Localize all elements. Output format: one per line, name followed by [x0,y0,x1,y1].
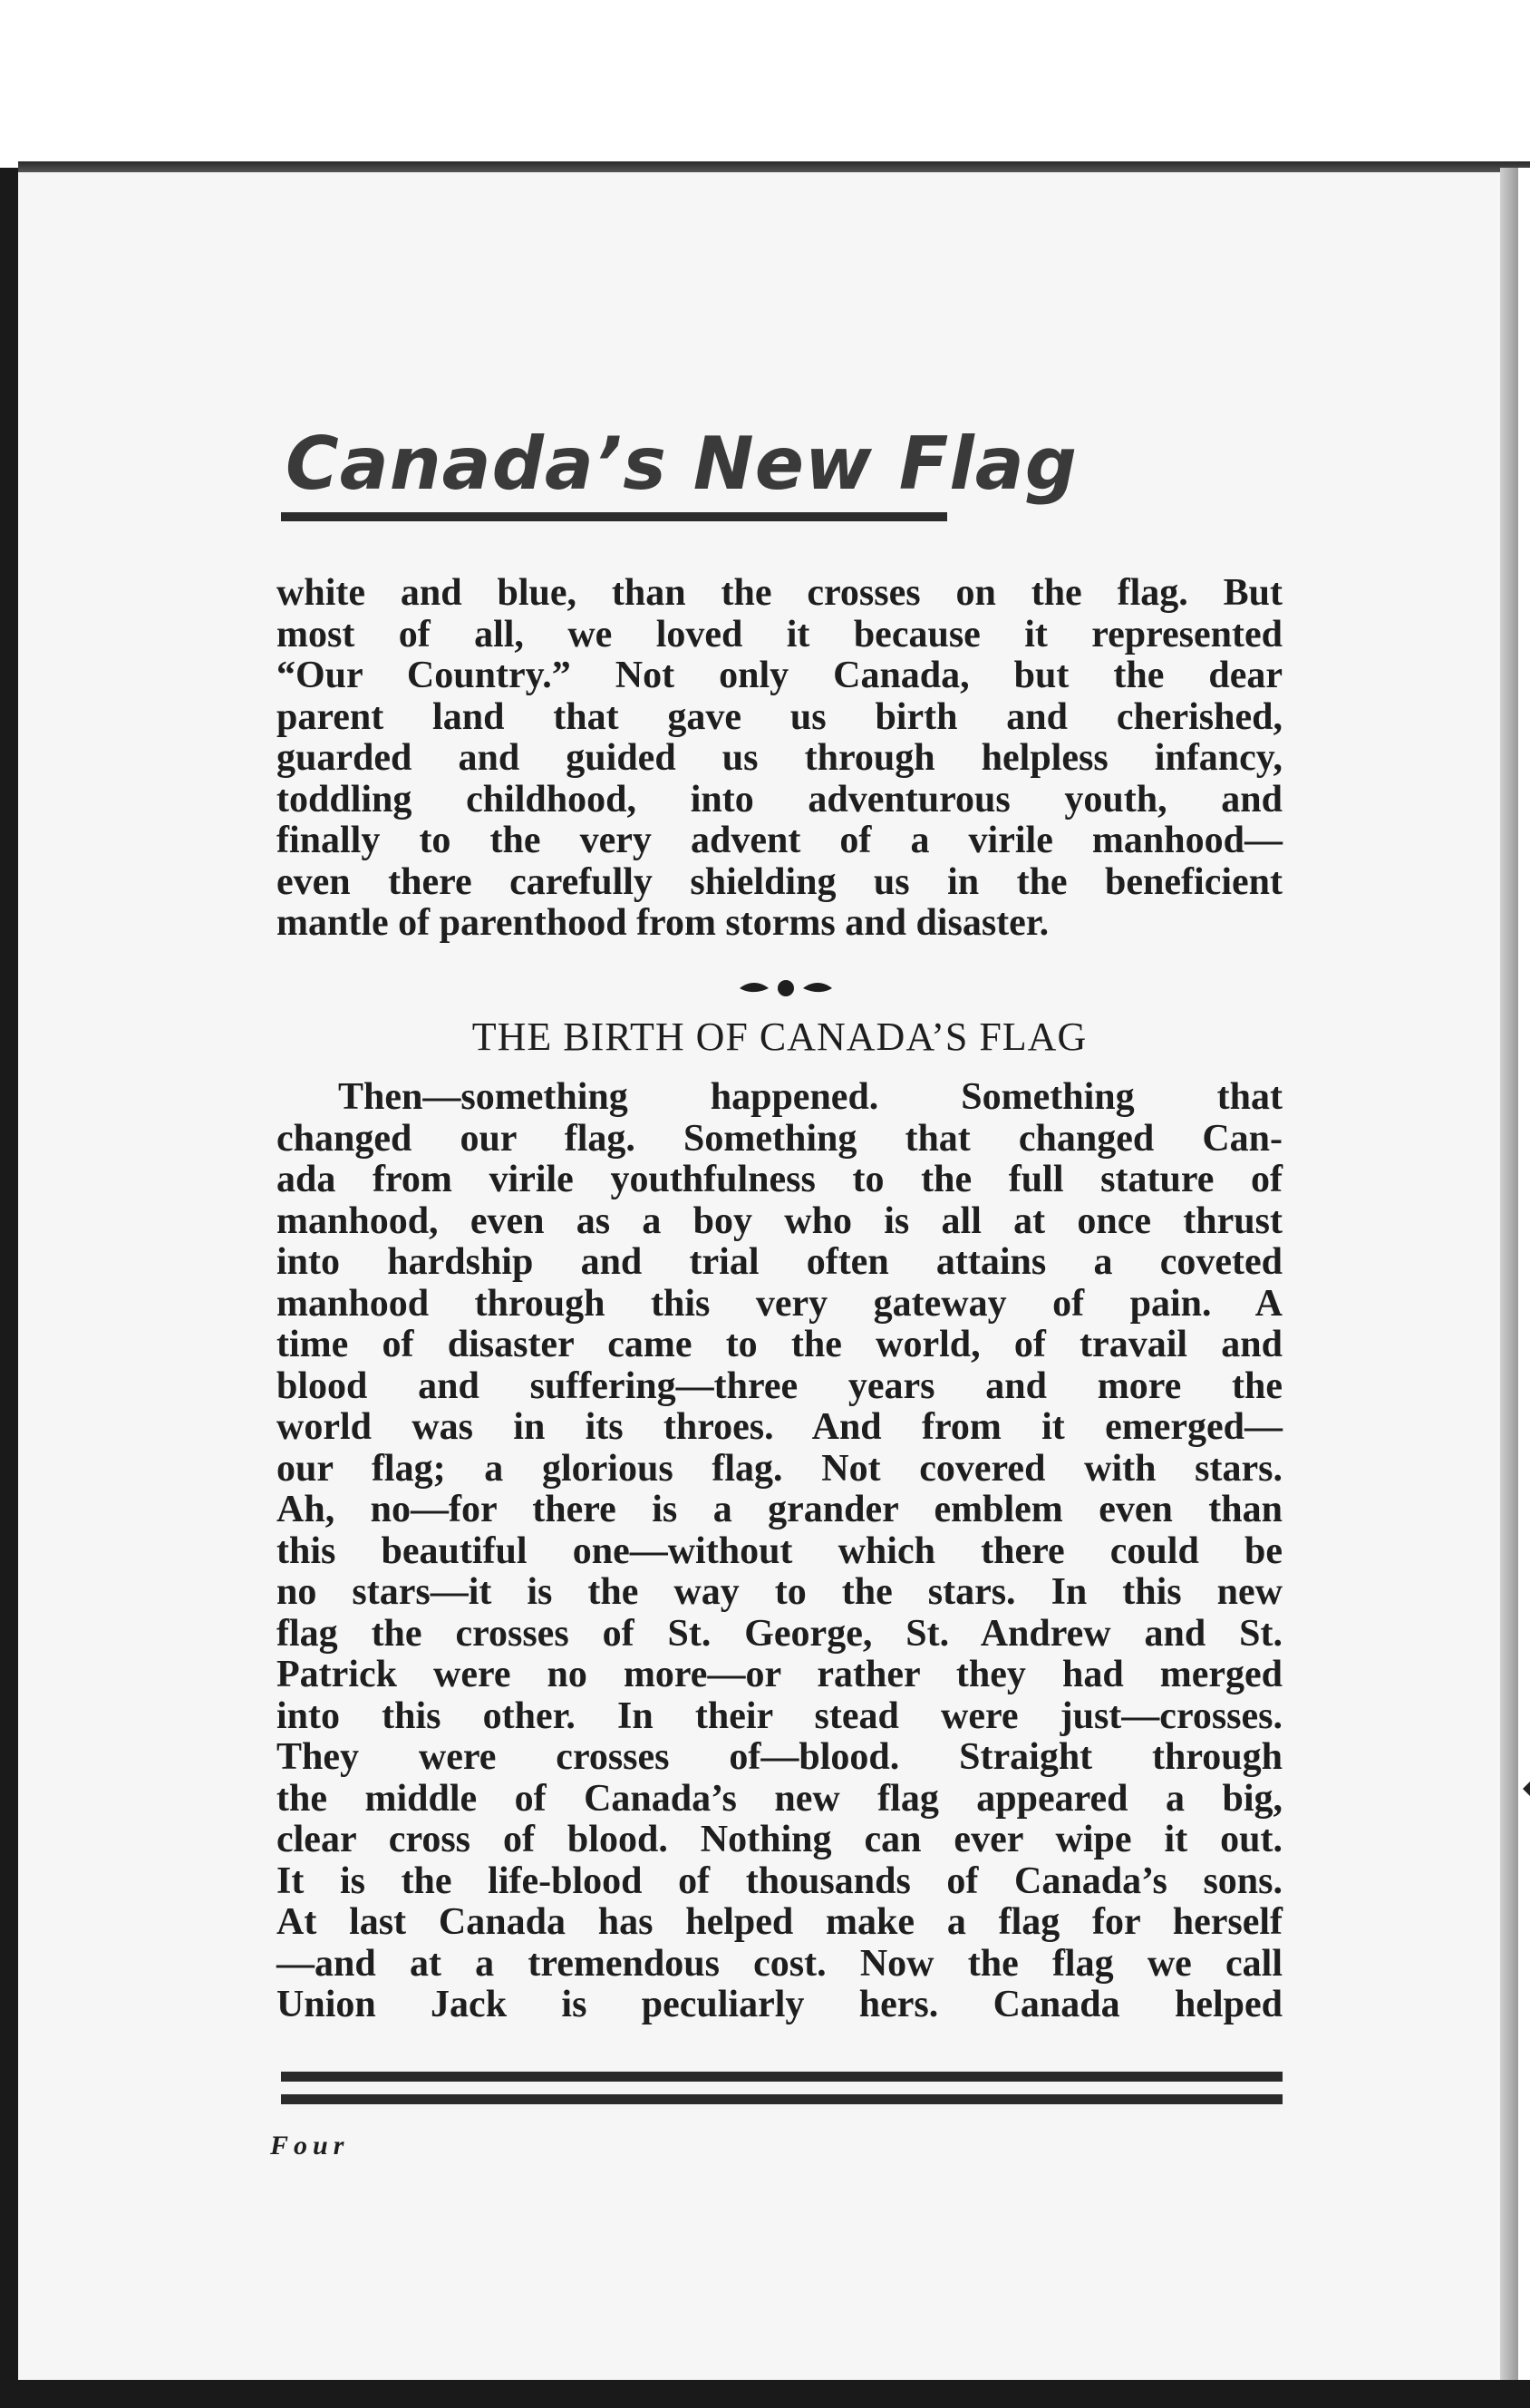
scan-edge-bottom [0,2380,1530,2408]
text-line: Union Jack is peculiarly hers. Canada helped [276,1984,1283,2025]
text-line: They were crosses of—blood. Straight through [276,1736,1283,1778]
text-line: blood and suffering—three years and more the [276,1364,1283,1407]
text-line: into hardship and trial often attains a coveted [276,1241,1283,1283]
text-line: manhood through this very gateway of pain. A [276,1282,1283,1325]
section-heading: THE BIRTH OF CANADA’S FLAG [471,1015,1088,1059]
paragraph-birth-of-flag [276,1077,1283,2026]
text-line: —and at a tremendous cost. Now the flag we call [276,1942,1283,1985]
title-underline [281,512,947,521]
text-line: It is the life-blood of thousands of Canada’s sons. [276,1859,1283,1902]
footer-rule [281,2072,1283,2082]
scan-margin-top [0,0,1530,168]
text-line: At last Canada has helped make a flag for herself [276,1901,1283,1943]
text-line: changed our flag. Something that changed Can- [276,1117,1283,1160]
text-line: manhood, even as a boy who is all at once thrust [276,1199,1283,1242]
text-line: white and blue, than the crosses on the flag. But [276,572,1283,614]
paragraph-continued [276,573,1283,945]
text-line: even there carefully shielding us in the beneficient [276,860,1283,903]
footer-rule [281,2094,1283,2104]
scan-edge-left [0,168,18,2380]
text-line: most of all, we loved it because it represented [276,613,1283,655]
text-line: mantle of parenthood from storms and disaster. [276,902,1050,944]
text-line: our flag; a glorious flag. Not covered with stars. [276,1447,1283,1490]
edge-mark [1523,1782,1530,1796]
page-number: Four [270,2131,350,2160]
text-line: clear cross of blood. Nothing can ever wipe it out. [276,1819,1283,1860]
text-line: into this other. In their stead were just—crosses. [276,1694,1283,1737]
text-line: Patrick were no more—or rather they had merged [276,1654,1283,1695]
text-line: the middle of Canada’s new flag appeared a big, [276,1777,1283,1820]
text-line: parent land that gave us birth and cherished, [276,695,1283,738]
section-ornament-icon [736,978,836,998]
page-top-edge [18,161,1530,172]
text-line: Ah, no—for there is a grander emblem even than [276,1489,1283,1530]
text-line: time of disaster came to the world, of travail and [276,1324,1283,1365]
text-line: toddling childhood, into adventurous youth, and [276,778,1283,820]
text-line: ada from virile youthfulness to the full stature of [276,1159,1283,1200]
running-title: Canada’s New Flag [286,422,1079,506]
text-line: this beautiful one—without which there could be [276,1529,1283,1572]
text-line: world was in its throes. And from it emerged— [276,1406,1283,1448]
text-line: flag the crosses of St. George, St. Andrew and St. [276,1612,1283,1655]
text-line: finally to the very advent of a virile manhood— [276,820,1283,861]
text-line: Then—something happened. Something that [338,1076,1283,1118]
text-line: guarded and guided us through helpless infancy, [276,737,1283,779]
page-gutter-shadow [1500,168,1530,2380]
text-line: no stars—it is the way to the stars. In this new [276,1571,1283,1613]
text-line: “Our Country.” Not only Canada, but the dear [276,655,1283,696]
